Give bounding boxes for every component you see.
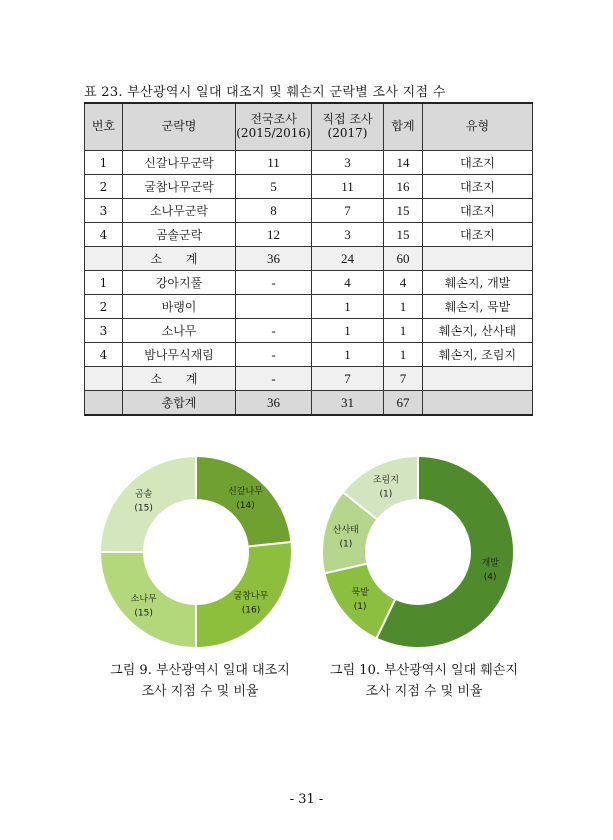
slice-label: 굴참나무 <box>233 591 269 602</box>
slice-label: 조림지 <box>372 475 399 486</box>
cell-total: 1 <box>384 295 423 319</box>
cell-no: 3 <box>85 199 123 223</box>
cell-nation <box>236 295 312 319</box>
figure-10-caption-line1: 그림 10. 부산광역시 일대 훼손지 <box>330 663 518 678</box>
cell-no: 4 <box>85 343 123 367</box>
slice-value-label: (14) <box>236 501 255 512</box>
cell-name: 강아지풀 <box>123 271 236 295</box>
figure-10-caption <box>316 660 532 702</box>
cell-type <box>423 247 533 271</box>
cell-total: 7 <box>384 367 423 391</box>
cell-no <box>85 367 123 391</box>
cell-direct: 7 <box>312 199 384 223</box>
cell-name: 소나무군락 <box>123 199 236 223</box>
subtotal-row-control <box>85 247 533 271</box>
cell-nation: - <box>236 367 312 391</box>
slice-label: 묵밭 <box>351 588 369 599</box>
table-row <box>85 199 533 223</box>
cell-direct: 4 <box>312 271 384 295</box>
slice-value-label: (1) <box>353 602 367 613</box>
cell-type: 훼손지, 조림지 <box>423 343 533 367</box>
cell-nation: 8 <box>236 199 312 223</box>
cell-total: 1 <box>384 319 423 343</box>
slice-value-label: (1) <box>339 539 353 550</box>
subtotal-row-damaged <box>85 367 533 391</box>
header-type: 유형 <box>423 103 533 151</box>
figure-9-caption <box>100 660 300 702</box>
cell-type: 대조지 <box>423 175 533 199</box>
cell-type <box>423 391 533 416</box>
cell-total: 16 <box>384 175 423 199</box>
table-row <box>85 343 533 367</box>
cell-no: 2 <box>85 175 123 199</box>
cell-type: 대조지 <box>423 223 533 247</box>
slice-label: 개발 <box>481 558 499 569</box>
header-nation: 전국조사 (2015/2016) <box>236 103 312 151</box>
cell-total: 4 <box>384 271 423 295</box>
cell-label: 소 계 <box>123 247 236 271</box>
slice-label: 소나무 <box>130 594 157 605</box>
cell-direct: 3 <box>312 223 384 247</box>
cell-nation: - <box>236 319 312 343</box>
cell-total: 60 <box>384 247 423 271</box>
cell-no: 4 <box>85 223 123 247</box>
slice-value-label: (1) <box>379 489 393 500</box>
header-no: 번호 <box>85 103 123 151</box>
cell-type <box>423 367 533 391</box>
cell-nation: 36 <box>236 247 312 271</box>
slice-label: 곰솔 <box>134 489 153 500</box>
figure-10-caption-line2: 조사 지점 수 및 비율 <box>365 684 483 699</box>
figure-9-caption-line1: 그림 9. 부산광역시 일대 대조지 <box>110 663 290 678</box>
cell-direct: 7 <box>312 367 384 391</box>
slice-label: 신갈나무 <box>228 487 263 498</box>
header-community: 군락명 <box>123 103 236 151</box>
cell-nation: 36 <box>236 391 312 416</box>
table-caption: 표 23. 부산광역시 일대 대조지 및 훼손지 군락별 조사 지점 수 <box>84 85 446 100</box>
table-row <box>85 295 533 319</box>
table-row <box>85 151 533 175</box>
table-row <box>85 271 533 295</box>
cell-type: 대조지 <box>423 151 533 175</box>
cell-direct: 11 <box>312 175 384 199</box>
table-header-row <box>85 103 533 151</box>
header-total: 합계 <box>384 103 423 151</box>
cell-total: 15 <box>384 223 423 247</box>
header-direct: 직접 조사 (2017) <box>312 103 384 151</box>
cell-no <box>85 247 123 271</box>
grand-total-row <box>85 391 533 416</box>
chart-control-sites <box>96 452 296 656</box>
cell-name: 밤나무식재림 <box>123 343 236 367</box>
cell-type: 대조지 <box>423 199 533 223</box>
cell-nation: 12 <box>236 223 312 247</box>
cell-total: 67 <box>384 391 423 416</box>
survey-table <box>84 102 533 416</box>
cell-no: 1 <box>85 271 123 295</box>
table-row <box>85 175 533 199</box>
cell-nation: - <box>236 343 312 367</box>
slice-value-label: (15) <box>134 503 153 514</box>
slice-value-label: (4) <box>483 572 497 583</box>
page-number: - 31 - <box>289 792 324 807</box>
cell-type: 훼손지, 산사태 <box>423 319 533 343</box>
figure-9-caption-line2: 조사 지점 수 및 비율 <box>141 684 259 699</box>
slice-value-label: (15) <box>134 608 153 619</box>
cell-name: 바랭이 <box>123 295 236 319</box>
cell-nation: - <box>236 271 312 295</box>
table-row <box>85 319 533 343</box>
cell-label: 총합계 <box>123 391 236 416</box>
cell-total: 15 <box>384 199 423 223</box>
cell-direct: 1 <box>312 295 384 319</box>
cell-type: 훼손지, 묵밭 <box>423 295 533 319</box>
cell-no: 1 <box>85 151 123 175</box>
donut-chart-control <box>96 452 296 652</box>
cell-name: 곰솔군락 <box>123 223 236 247</box>
chart-damaged-sites <box>318 452 518 656</box>
cell-type: 훼손지, 개발 <box>423 271 533 295</box>
cell-name: 소나무 <box>123 319 236 343</box>
cell-total: 1 <box>384 343 423 367</box>
cell-direct: 1 <box>312 319 384 343</box>
slice-value-label: (16) <box>241 605 261 616</box>
cell-no: 2 <box>85 295 123 319</box>
cell-label: 소 계 <box>123 367 236 391</box>
donut-chart-damaged <box>318 452 518 652</box>
cell-nation: 11 <box>236 151 312 175</box>
cell-name: 굴참나무군락 <box>123 175 236 199</box>
table-row <box>85 223 533 247</box>
cell-direct: 1 <box>312 343 384 367</box>
cell-direct: 3 <box>312 151 384 175</box>
cell-no <box>85 391 123 416</box>
cell-direct: 31 <box>312 391 384 416</box>
cell-name: 신갈나무군락 <box>123 151 236 175</box>
cell-total: 14 <box>384 151 423 175</box>
slice-label: 산사태 <box>332 525 359 536</box>
cell-no: 3 <box>85 319 123 343</box>
cell-nation: 5 <box>236 175 312 199</box>
cell-direct: 24 <box>312 247 384 271</box>
